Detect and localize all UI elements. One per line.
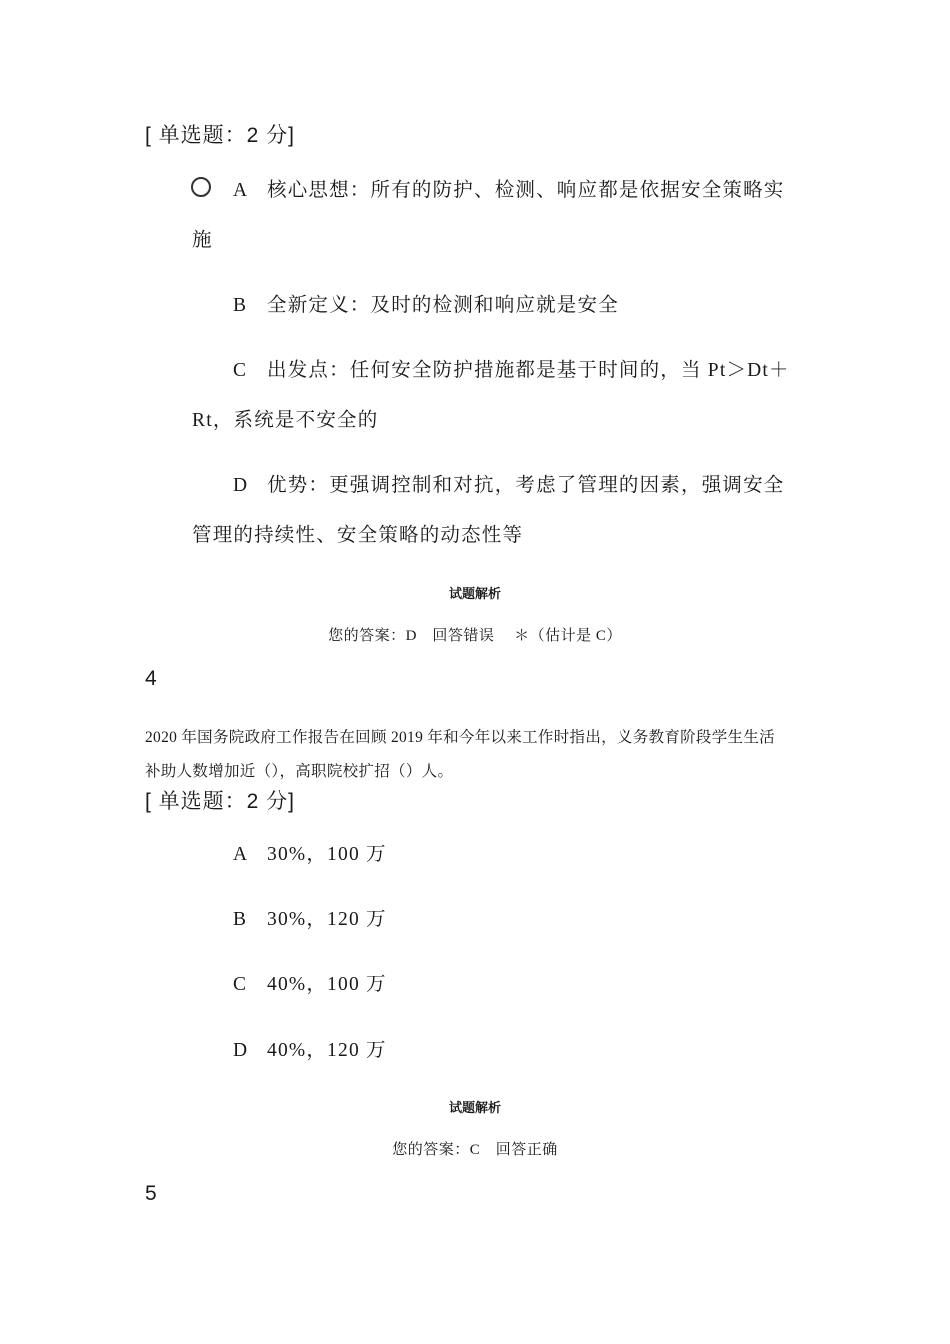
option-d[interactable]	[233, 469, 785, 497]
option-text: 出发点：任何安全防护措施都是基于时间的，当 Pt＞Dt＋	[267, 360, 790, 381]
option-text: 40%，120 万	[267, 1040, 387, 1061]
option-d[interactable]	[233, 1034, 387, 1062]
option-d-continuation: 管理的持续性、安全策略的动态性等	[192, 525, 524, 546]
option-letter: B	[233, 909, 248, 930]
option-letter: A	[233, 844, 249, 865]
analysis-heading: 试题解析	[448, 586, 501, 601]
radio-button-icon[interactable]	[191, 177, 211, 197]
answer-line: 您的答案：C 回答正确	[392, 1142, 558, 1158]
analysis-heading: 试题解析	[448, 1100, 501, 1115]
question-number: 4	[145, 667, 157, 690]
question-type-label: [ 单选题：2 分]	[145, 790, 296, 813]
option-c[interactable]	[233, 354, 790, 382]
answer-line: 您的答案：D 回答错误 ＊（估计是 C）	[328, 628, 622, 644]
option-text: 全新定义：及时的检测和响应就是安全	[267, 295, 619, 316]
option-text: 核心思想：所有的防护、检测、响应都是依据安全策略实	[267, 180, 785, 201]
option-c[interactable]	[233, 968, 387, 996]
option-letter: B	[233, 295, 248, 316]
option-text: 30%，100 万	[267, 844, 387, 865]
option-a[interactable]	[233, 838, 387, 866]
option-text: 优势：更强调控制和对抗，考虑了管理的因素，强调安全	[267, 475, 785, 496]
question-text-line-1: 2020 年国务院政府工作报告在回顾 2019 年和今年以来工作时指出，义务教育阶段学生生活	[145, 729, 775, 746]
option-letter: A	[233, 180, 249, 201]
option-a[interactable]	[233, 174, 785, 202]
option-letter: D	[233, 475, 249, 496]
option-b[interactable]	[233, 289, 619, 317]
option-letter: D	[233, 1040, 249, 1061]
option-text: 40%，100 万	[267, 974, 387, 995]
option-a-continuation: 施	[192, 230, 213, 251]
option-text: 30%，120 万	[267, 909, 387, 930]
option-b[interactable]	[233, 903, 387, 931]
question-number: 5	[145, 1182, 157, 1205]
option-letter: C	[233, 360, 248, 381]
question-text-line-2: 补助人数增加近（），高职院校扩招（）人。	[145, 763, 454, 780]
option-c-continuation: Rt，系统是不安全的	[192, 410, 379, 431]
option-letter: C	[233, 974, 248, 995]
question-type-label: [ 单选题：2 分]	[145, 124, 296, 147]
